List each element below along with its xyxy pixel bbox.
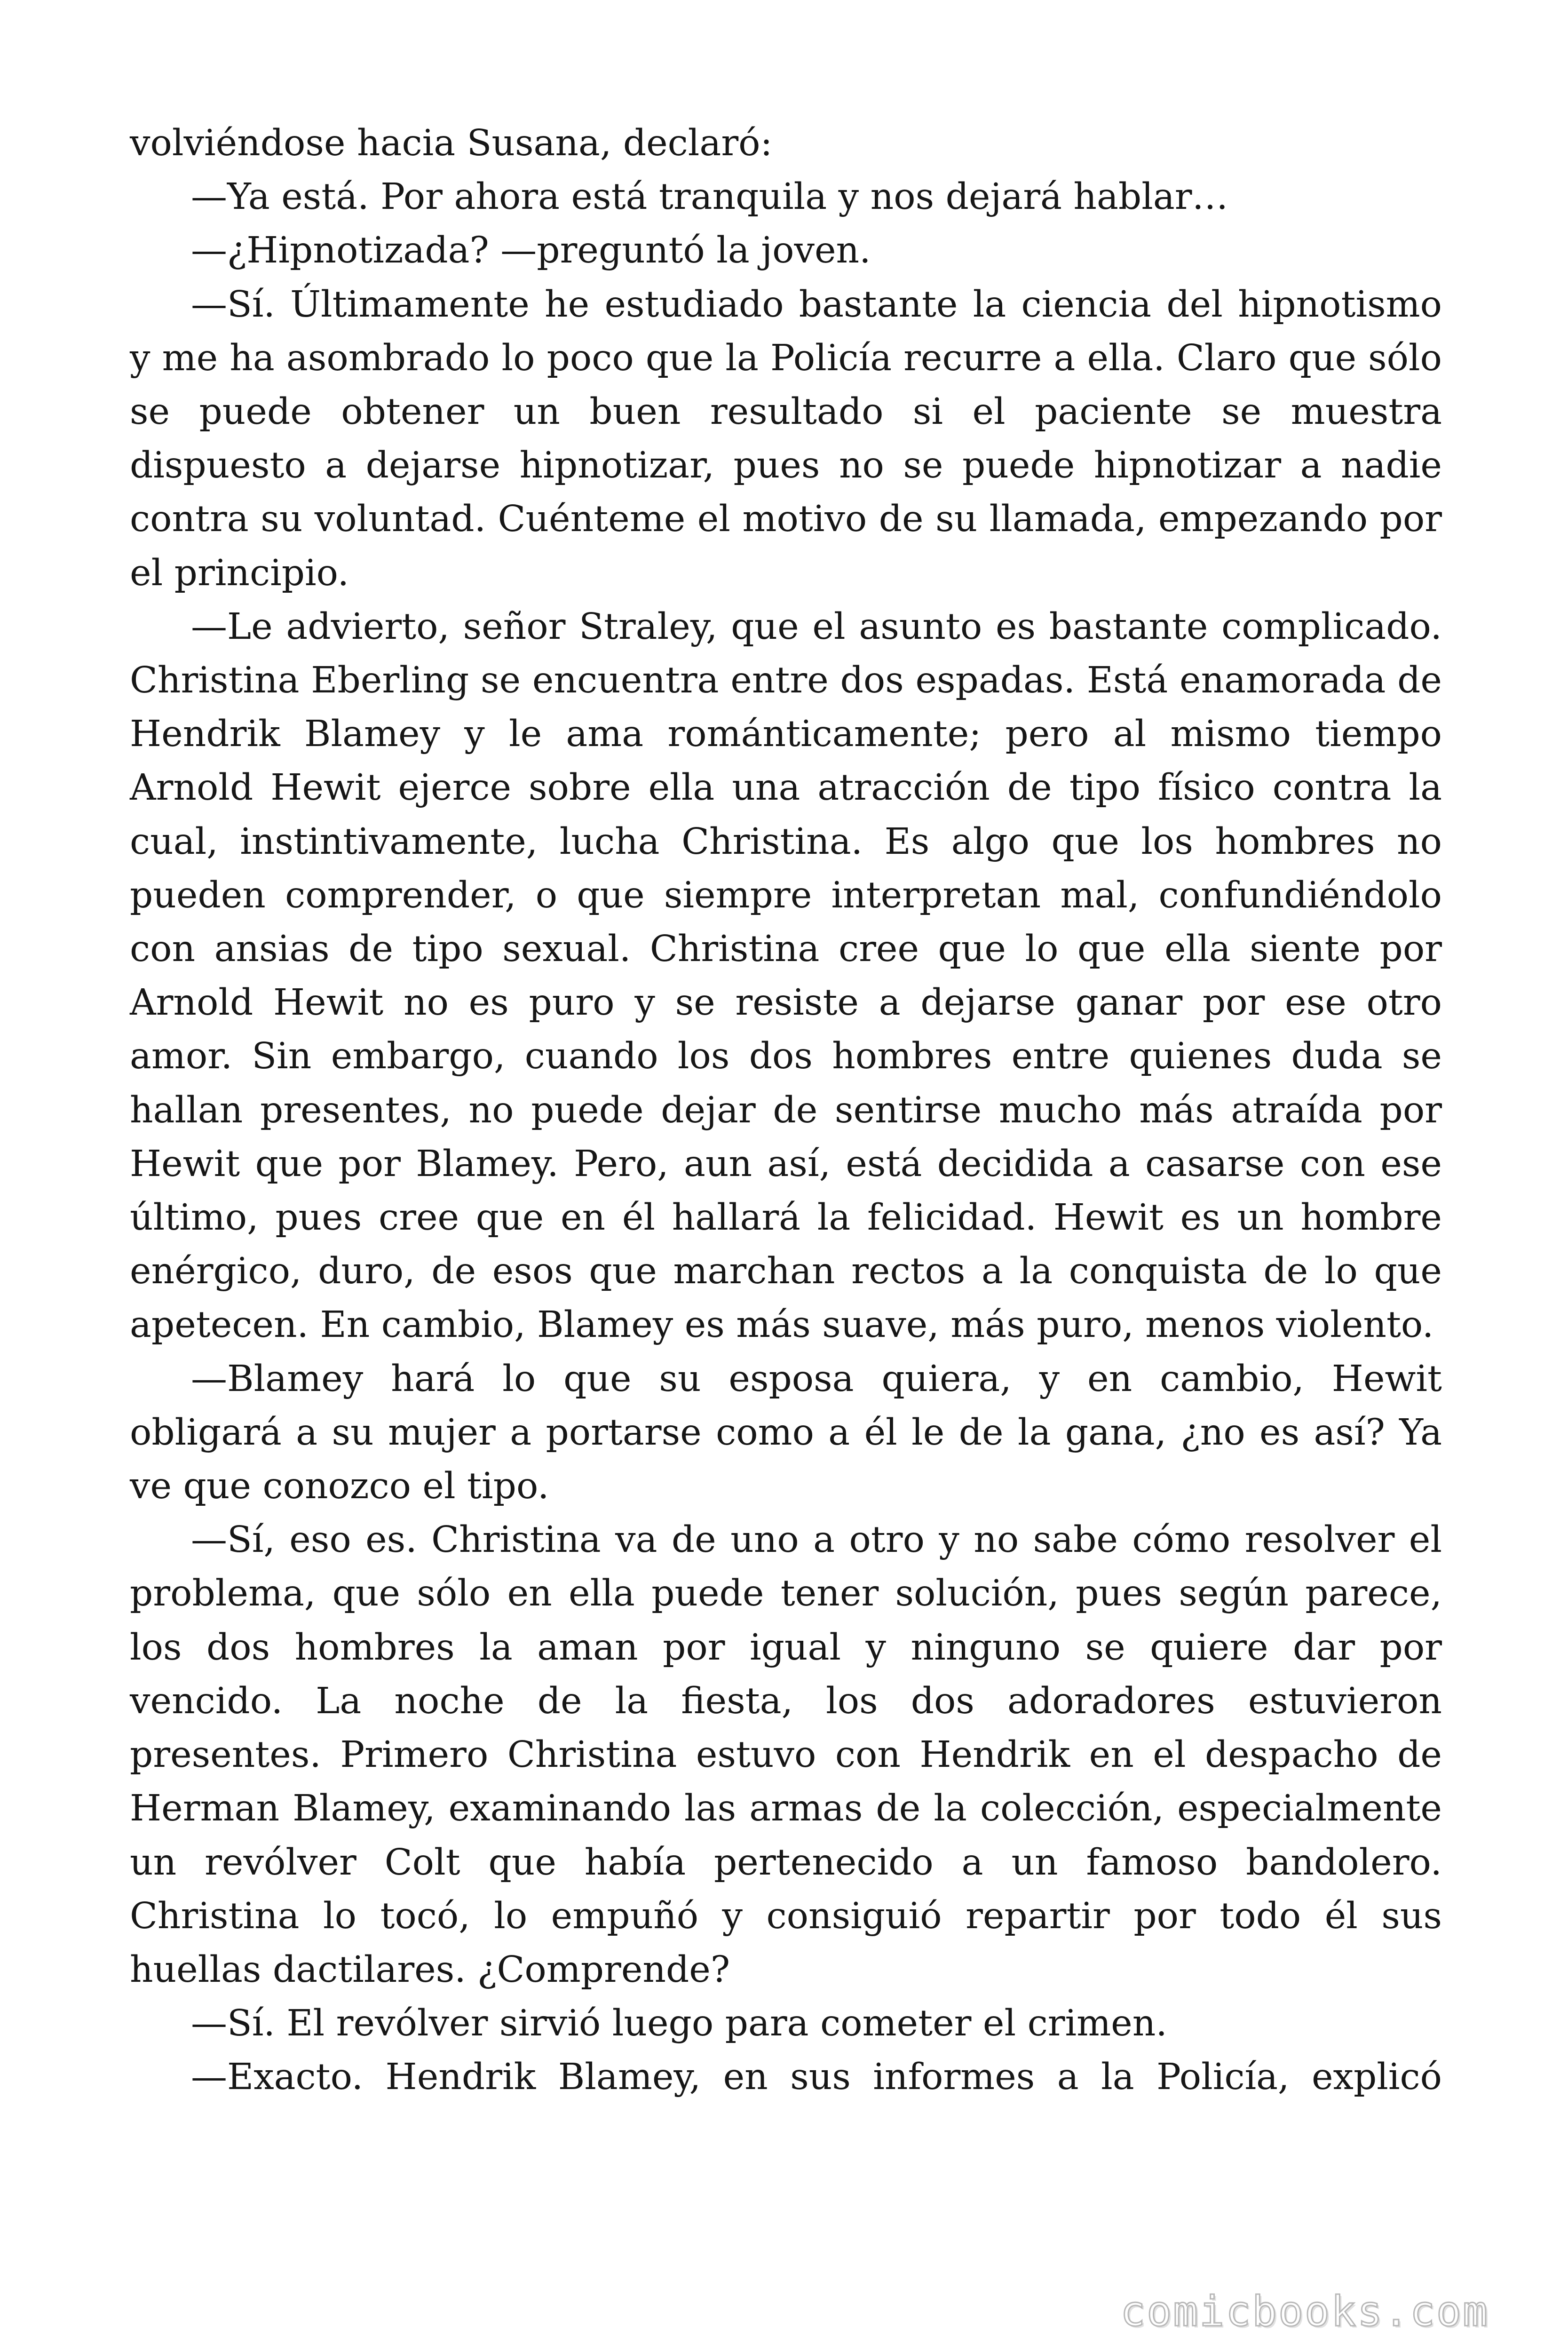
paragraph: —¿Hipnotizada? —preguntó la joven.	[191, 230, 871, 272]
paragraph: —Sí, eso es. Christina va de uno a otro y no sabe cómo resolver el problema, que sólo en ella puede tener solución, pues según parece, los dos hombres la aman por igual y ninguno se quiere dar por vencido. La noche de la fiesta, los dos adoradores estuvieron presentes. Primero Christina estuvo con Hendrik en el despacho de Herman Blamey, examinando las armas de la colección, especialmente un revólver Colt que había pertenecido a un famoso bandolero. Christina lo tocó, lo empuñó y consiguió repartir por todo él sus huellas dactilares. ¿Comprende?	[130, 1519, 1442, 1991]
watermark: comicbooks.com	[1120, 2287, 1489, 2336]
paragraph: —Sí. Últimamente he estudiado bastante la ciencia del hipnotismo y me ha asombrado lo poco que la Policía recurre a ella. Claro que sólo se puede obtener un buen resultado si el paciente se muestra dispuesto a dejarse hipnotizar, pues no se puede hipnotizar a nadie contra su voluntad. Cuénteme el motivo de su llamada, empezando por el principio.	[130, 283, 1442, 594]
body-text	[130, 117, 1442, 2105]
paragraph: —Blamey hará lo que su esposa quiera, y en cambio, Hewit obligará a su mujer a portarse como a él le de la gana, ¿no es así? Ya ve que conozco el tipo.	[130, 1358, 1442, 1508]
paragraph: —Ya está. Por ahora está tranquila y nos dejará hablar…	[191, 176, 1228, 218]
paragraph: volviéndose hacia Susana, declaró:	[130, 122, 773, 164]
paragraph: —Exacto. Hendrik Blamey, en sus informes a la Policía, explicó	[191, 2056, 1442, 2098]
paragraph: —Le advierto, señor Straley, que el asunto es bastante complicado. Christina Eberling se encuentra entre dos espadas. Está enamorada de Hendrik Blamey y le ama románticamente; pero al mismo tiempo Arnold Hewit ejerce sobre ella una atracción de tipo físico contra la cual, instintivamente, lucha Christina. Es algo que los hombres no pueden comprender, o que siempre interpretan mal, confundiéndolo con ansias de tipo sexual. Christina cree que lo que ella siente por Arnold Hewit no es puro y se resiste a dejarse ganar por ese otro amor. Sin embargo, cuando los dos hombres entre quienes duda se hallan presentes, no puede dejar de sentirse mucho más atraída por Hewit que por Blamey. Pero, aun así, está decidida a casarse con ese último, pues cree que en él hallará la felicidad. Hewit es un hombre enérgico, duro, de esos que marchan rectos a la conquista de lo que apetecen. En cambio, Blamey es más suave, más puro, menos violento.	[130, 605, 1442, 1346]
paragraph: —Sí. El revólver sirvió luego para cometer el crimen.	[191, 2002, 1167, 2045]
